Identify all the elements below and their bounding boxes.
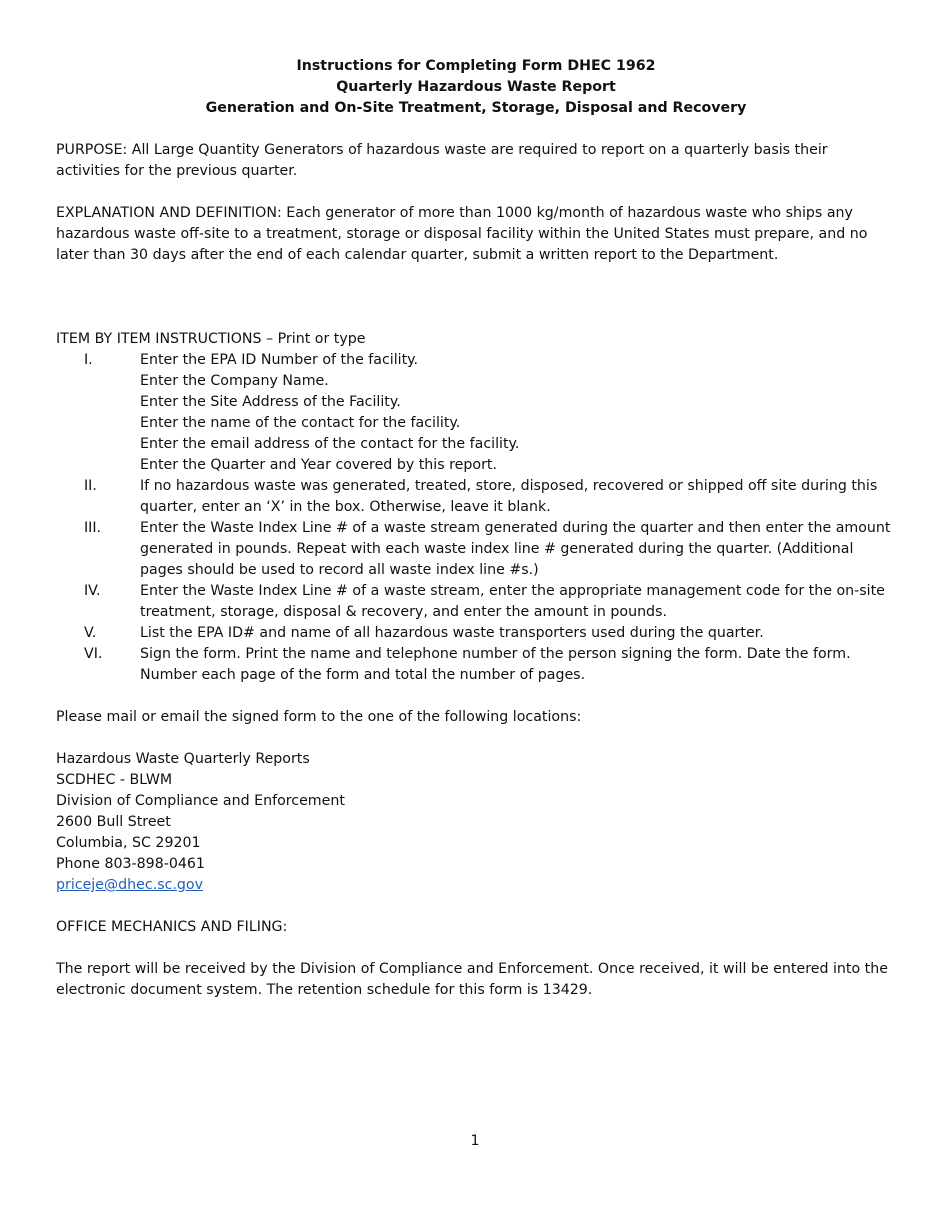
instruction-line: Enter the email address of the contact for the facility. [140,436,520,452]
instruction-line: Enter the name of the contact for the facility. [140,415,461,431]
office-paragraph: The report will be received by the Division of Compliance and Enforcement. Once received, it will be entered into the electronic document system. The retention schedule for this form is 13429. [56,961,888,998]
address-city: Columbia, SC 29201 [56,835,201,851]
document-title [56,56,896,119]
instruction-number: III. [84,520,102,536]
address-line-1: Hazardous Waste Quarterly Reports [56,751,310,767]
instructions-heading: ITEM BY ITEM INSTRUCTIONS – Print or type [56,331,366,347]
instruction-line: Enter the Waste Index Line # of a waste stream generated during the quarter and then enter the amount generated in pounds. Repeat with each waste index line # generated during the quarter. (Additional pages should be used to record all waste index line #s.) [140,520,891,578]
instruction-line: List the EPA ID# and name of all hazardous waste transporters used during the quarter. [140,625,764,641]
instruction-number: V. [84,625,97,641]
mail-instruction: Please mail or email the signed form to the one of the following locations: [56,709,582,725]
instruction-item-3 [56,518,896,581]
instruction-line: Enter the Company Name. [140,373,329,389]
instruction-item-4 [56,581,896,623]
instruction-line: Enter the Waste Index Line # of a waste stream, enter the appropriate management code for the on-site treatment, storage, disposal & recovery, and enter the amount in pounds. [140,583,885,620]
instructions-list [56,350,896,686]
address-line-2: SCDHEC - BLWM [56,772,173,788]
instruction-number: I. [84,352,93,368]
instruction-number: VI. [84,646,103,662]
address-phone: Phone 803-898-0461 [56,856,205,872]
office-heading: OFFICE MECHANICS AND FILING: [56,919,288,935]
instruction-line: Enter the EPA ID Number of the facility. [140,352,419,368]
email-link[interactable]: priceje@dhec.sc.gov [56,877,203,893]
instruction-item-1 [56,350,896,476]
address-street: 2600 Bull Street [56,814,171,830]
mailing-address [56,749,896,896]
instruction-line: If no hazardous waste was generated, treated, store, disposed, recovered or shipped off site during this quarter, enter an ‘X’ in the box. Otherwise, leave it blank. [140,478,878,515]
instruction-number: II. [84,478,97,494]
document-page [56,56,896,1001]
instruction-line: Enter the Site Address of the Facility. [140,394,401,410]
title-line-1: Instructions for Completing Form DHEC 1962 [296,58,656,74]
instruction-line: Enter the Quarter and Year covered by this report. [140,457,497,473]
address-line-3: Division of Compliance and Enforcement [56,793,345,809]
page-number: 1 [470,1133,480,1149]
explanation-paragraph: EXPLANATION AND DEFINITION: Each generator of more than 1000 kg/month of hazardous waste who ships any hazardous waste off-site to a treatment, storage or disposal facility within the United States must prepare, and no later than 30 days after the end of each calendar quarter, submit a written report to the Department. [56,205,868,263]
purpose-paragraph: PURPOSE: All Large Quantity Generators of hazardous waste are required to report on a quarterly basis their activities for the previous quarter. [56,142,828,179]
instruction-item-5 [56,623,896,644]
instruction-number: IV. [84,583,101,599]
title-line-3: Generation and On-Site Treatment, Storage, Disposal and Recovery [205,100,747,116]
instruction-item-6 [56,644,896,686]
instruction-line: Sign the form. Print the name and telephone number of the person signing the form. Date the form. Number each page of the form and total the number of pages. [140,646,851,683]
title-line-2: Quarterly Hazardous Waste Report [336,79,616,95]
instruction-item-2 [56,476,896,518]
